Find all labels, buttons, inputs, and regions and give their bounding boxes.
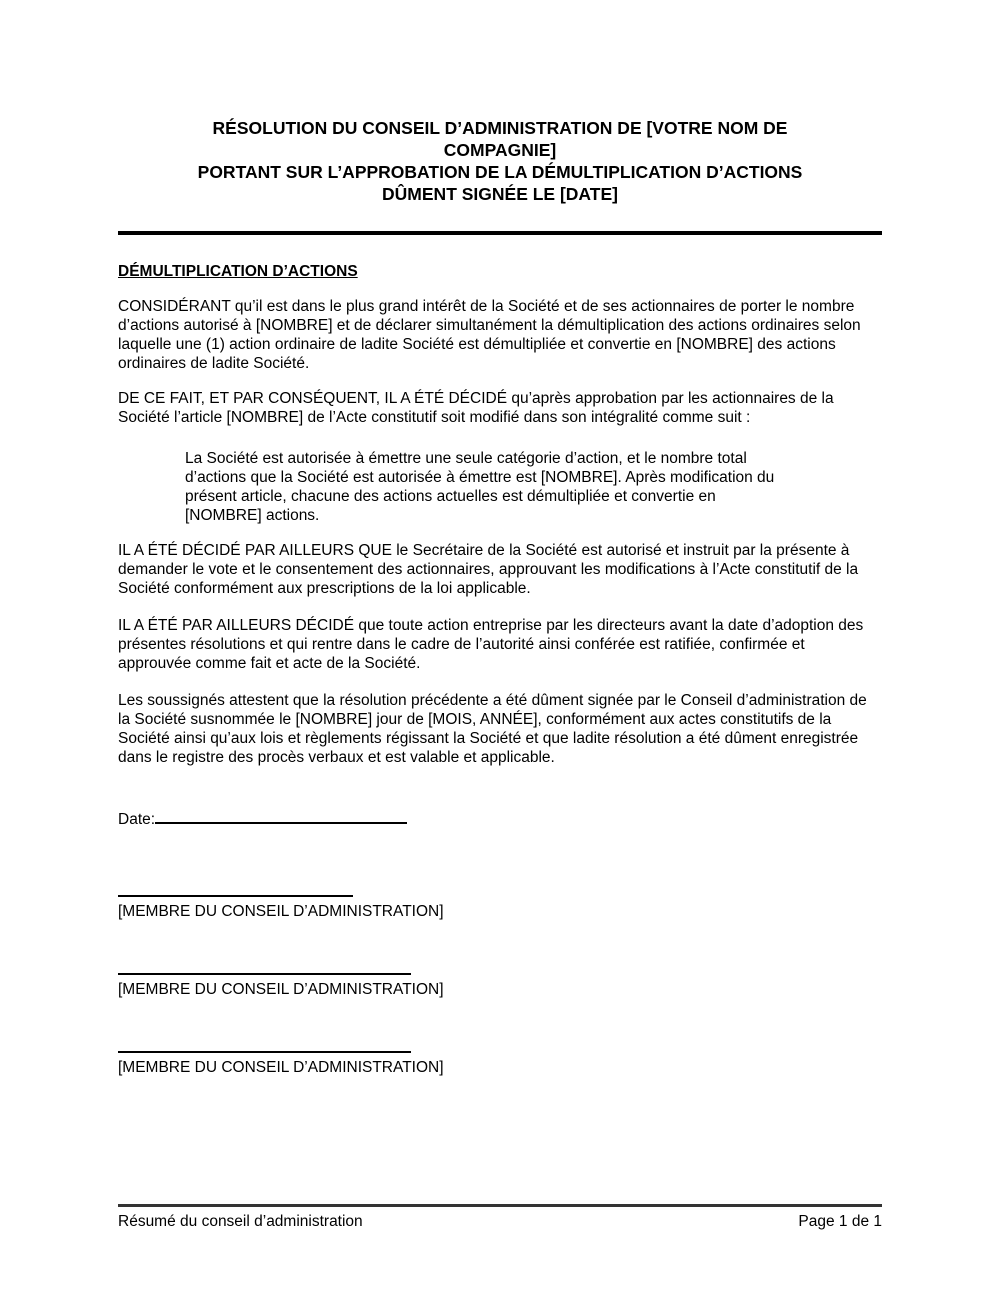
paragraph-considerant: CONSIDÉRANT qu’il est dans le plus grand intérêt de la Société et de ses actionnaires de porter le nombre d’actions autorisé à [NOMBRE] et de déclarer simultanément la démultiplication des actions ordinaires selon laquelle une (1) action ordinaire de ladite Société est démultipliée et convertie en [NOMBRE] des actions ordinaires de ladite Société.	[118, 298, 861, 372]
signature-blank-line	[118, 895, 353, 897]
signature-label: [MEMBRE DU CONSEIL D’ADMINISTRATION]	[118, 903, 444, 920]
document-title	[118, 117, 882, 205]
signature-blank-line	[118, 1051, 411, 1053]
signature-blank-line	[118, 973, 411, 975]
paragraph-de-ce-fait: DE CE FAIT, ET PAR CONSÉQUENT, IL A ÉTÉ DÉCIDÉ qu’après approbation par les actionnaires de la Société l’article [NOMBRE] de l’Acte constitutif soit modifié dans son intégralité comme suit :	[118, 390, 834, 426]
signature-block	[118, 895, 882, 921]
paragraph-decide-par-ailleurs: IL A ÉTÉ DÉCIDÉ PAR AILLEURS QUE le Secrétaire de la Société est autorisé et instruit par la présente à demander le vote et le consentement des actionnaires, approuvant les modifications à l’Acte constitutif de la Société conformément aux prescriptions de la loi applicable.	[118, 542, 859, 597]
document-title-line: COMPAGNIE]	[443, 140, 557, 160]
paragraph-soussignes: Les soussignés attestent que la résolution précédente a été dûment signée par le Conseil d’administration de la Société susnommée le [NOMBRE] jour de [MOIS, ANNÉE], conformément aux actes constitutifs de la Société ainsi qu’aux lois et règlements régissant la Société et que ladite résolution a été dûment enregistrée dans le registre des procès verbaux et est valable et applicable.	[118, 692, 867, 766]
footer-document-name: Résumé du conseil d’administration	[118, 1213, 363, 1230]
paragraph-par-ailleurs-decide: IL A ÉTÉ PAR AILLEURS DÉCIDÉ que toute action entreprise par les directeurs avant la date d’adoption des présentes résolutions et qui rentre dans le cadre de l’autorité ainsi conférée est ratifiée, confirmée et approuvée comme fait et acte de la Société.	[118, 617, 864, 672]
signature-label: [MEMBRE DU CONSEIL D’ADMINISTRATION]	[118, 1059, 444, 1076]
date-label: Date:	[118, 811, 156, 828]
date-blank-line	[155, 807, 407, 824]
date-row	[118, 807, 882, 829]
title-divider-rule	[118, 231, 882, 235]
document-title-line: DÛMENT SIGNÉE LE [DATE]	[382, 184, 618, 204]
section-heading: DÉMULTIPLICATION D’ACTIONS	[118, 263, 358, 280]
signature-label: [MEMBRE DU CONSEIL D’ADMINISTRATION]	[118, 981, 444, 998]
signature-block	[118, 1051, 882, 1077]
document-title-line: RÉSOLUTION DU CONSEIL D’ADMINISTRATION DE [VOTRE NOM DE	[212, 118, 788, 138]
page-footer	[118, 1204, 882, 1231]
footer-page-number: Page 1 de 1	[798, 1213, 882, 1230]
amended-article-quote: La Société est autorisée à émettre une seule catégorie d’action, et le nombre total d’actions que la Société est autorisée à émettre est [NOMBRE]. Après modification du présent article, chacune des actions actuelles est démultipliée et convertie en [NOMBRE] actions.	[185, 450, 775, 524]
document-title-line: PORTANT SUR L’APPROBATION DE LA DÉMULTIPLICATION D’ACTIONS	[197, 162, 803, 182]
signature-block	[118, 973, 882, 999]
